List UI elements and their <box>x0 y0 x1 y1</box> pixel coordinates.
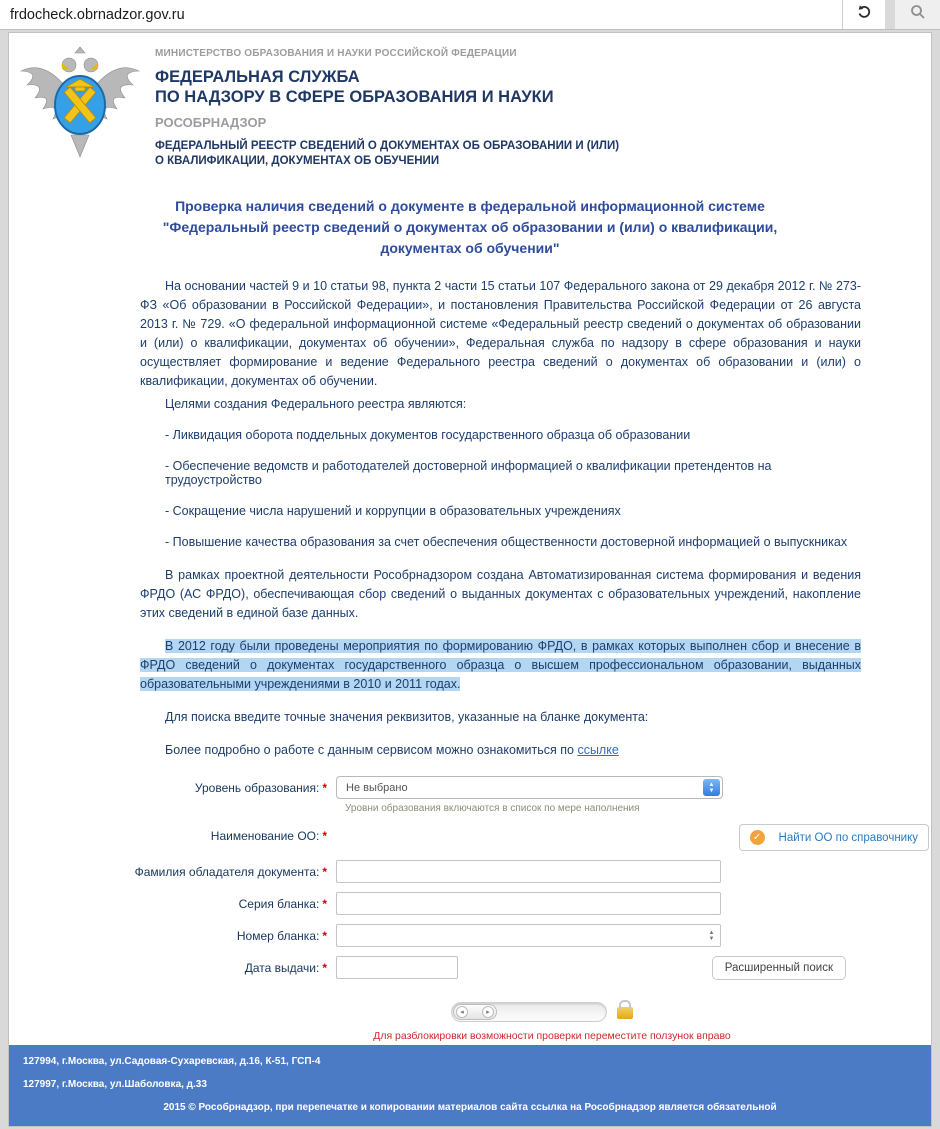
header-text-block <box>155 45 619 169</box>
intro-text-block <box>9 259 931 757</box>
required-marker: * <box>322 865 327 879</box>
footer-address-2: 127997, г.Москва, ул.Шаболовка, д.33 <box>23 1079 207 1090</box>
required-marker: * <box>322 897 327 911</box>
registry-name-line2: О КВАЛИФИКАЦИИ, ДОКУМЕНТАХ ОБ ОБУЧЕНИИ <box>155 155 440 167</box>
slider-track <box>451 1002 607 1022</box>
number-stepper-icon[interactable]: ▲ ▼ <box>708 929 715 942</box>
ministry-caption: МИНИСТЕРСТВО ОБРАЗОВАНИЯ И НАУКИ РОССИЙСКОЙ ФЕДЕРАЦИИ <box>155 48 517 59</box>
education-level-selected-value: Не выбрано <box>346 782 408 794</box>
goal-item: - Ликвидация оборота поддельных документов государственного образца об образовании <box>165 428 691 442</box>
address-bar-url: frdocheck.obrnadzor.gov.ru <box>10 6 185 23</box>
required-marker: * <box>322 829 327 843</box>
unlock-slider <box>451 1002 931 1022</box>
service-name-line1: ФЕДЕРАЛЬНАЯ СЛУЖБА <box>155 68 360 86</box>
more-info-link[interactable]: ссылке <box>577 743 619 757</box>
search-instruction: Для поиска введите точные значения реквизитов, указанные на бланке документа: <box>165 710 649 724</box>
education-level-select[interactable] <box>336 776 723 799</box>
agency-short-name: РОСОБРНАДЗОР <box>155 115 267 130</box>
more-info-line: Более подробно о работе с данным сервисом можно ознакомиться по ссылке <box>165 743 619 757</box>
number-label: Номер бланка: * <box>236 929 327 943</box>
find-oo-button[interactable]: ✓ Найти ОО по справочнику <box>739 824 929 851</box>
series-input[interactable] <box>336 892 721 915</box>
address-bar[interactable] <box>0 0 843 29</box>
toolbar-divider <box>885 0 895 29</box>
slider-left-arrow-icon: ◂ <box>456 1006 468 1018</box>
issue-date-input[interactable] <box>336 956 458 979</box>
browser-toolbar <box>0 0 940 30</box>
number-input[interactable] <box>336 924 721 947</box>
reload-icon <box>856 4 872 25</box>
legal-basis-paragraph: На основании частей 9 и 10 статьи 98, пункта 2 части 15 статьи 107 Федерального закона от 29 декабря 2012 г. № 273-ФЗ «Об образовании в Российской Федерации», и постановления Правительства Российской Федерации от 26 августа 2013 г. № 729. «О федеральной информационной системе «Федеральный реестр сведений о документах об образовании и (или) о квалификации, документах об обучении», Федеральная служба по надзору в сфере образования и науки осуществляет формирование и ведение Федерального реестра сведений о документах об образовании и (или) о квалификации, документах об обучении. <box>140 279 861 388</box>
series-label: Серия бланка: * <box>238 897 327 911</box>
surname-label: Фамилия обладателя документа: * <box>134 865 327 879</box>
surname-row <box>9 860 931 883</box>
reload-button[interactable] <box>843 0 885 29</box>
search-button[interactable] <box>895 0 940 29</box>
advanced-search-button[interactable]: Расширенный поиск <box>712 956 846 980</box>
oo-name-label: Наименование ОО: * <box>210 829 327 843</box>
registry-name <box>155 139 619 169</box>
goals-intro: Целями создания Федерального реестра являются: <box>165 397 467 411</box>
footer-address-1: 127994, г.Москва, ул.Садовая-Сухаревская, д.16, К-51, ГСП-4 <box>23 1056 321 1067</box>
service-name <box>155 67 619 107</box>
lock-icon <box>617 1007 633 1019</box>
rosobrnadzor-eagle-emblem <box>15 45 145 161</box>
footer-copyright: 2015 © Рособрнадзор, при перепечатке и копировании материалов сайта ссылка на Рособрнадзор является обязательной <box>163 1102 777 1113</box>
site-footer <box>9 1045 931 1126</box>
check-circle-icon: ✓ <box>750 830 765 845</box>
page-title: Проверка наличия сведений о документе в федеральной информационной системе "Федеральный реестр сведений о документах об образовании и (или) о квалификации, документах об обучении" <box>162 198 778 256</box>
issue-date-row <box>9 956 931 980</box>
required-marker: * <box>322 781 327 795</box>
service-name-line2: ПО НАДЗОРУ В СФЕРЕ ОБРАЗОВАНИЯ И НАУКИ <box>155 88 554 106</box>
slider-handle[interactable] <box>453 1004 497 1020</box>
education-level-hint: Уровни образования включаются в список по мере наполнения <box>345 803 640 814</box>
number-row <box>9 924 931 947</box>
required-marker: * <box>322 929 327 943</box>
issue-date-label: Дата выдачи: * <box>244 961 327 975</box>
required-marker: * <box>322 961 327 975</box>
series-row <box>9 892 931 915</box>
search-icon <box>910 4 926 25</box>
surname-input[interactable] <box>336 860 721 883</box>
slider-right-arrow-icon: ▸ <box>482 1006 494 1018</box>
oo-name-row <box>9 824 931 851</box>
as-frdo-paragraph: В рамках проектной деятельности Рособрнадзором создана Автоматизированная система формирования и ведения ФРДО (АС ФРДО), обеспечивающая сбор сведений о выданных документах с образовательных учреждений, накопление этих сведений в единой базе данных. <box>140 568 861 620</box>
site-header <box>9 33 931 169</box>
goal-item: - Обеспечение ведомств и работодателей достоверной информацией о квалификации претендентов на трудоустройство <box>165 459 772 487</box>
select-stepper-icon: ▲ ▼ <box>703 779 720 796</box>
education-level-label: Уровень образования: * <box>194 781 327 795</box>
page-content <box>8 32 932 1127</box>
goal-item: - Сокращение числа нарушений и коррупции в образовательных учреждениях <box>165 504 621 518</box>
registry-name-line1: ФЕДЕРАЛЬНЫЙ РЕЕСТР СВЕДЕНИЙ О ДОКУМЕНТАХ ОБ ОБРАЗОВАНИИ И (ИЛИ) <box>155 140 620 152</box>
highlighted-paragraph: В 2012 году были проведены мероприятия по формированию ФРДО, в рамках которых выполнен сбор и внесение в ФРДО сведений о документах государственного образца о высшем профессиональном образовании, выданных образовательными учреждениями в 2010 и 2011 годах. <box>140 639 861 691</box>
slider-hint-text: Для разблокировки возможности проверки переместите ползунок вправо <box>373 1030 731 1042</box>
education-level-row <box>9 776 931 824</box>
goal-item: - Повышение качества образования за счет обеспечения общественности достоверной информацией о выпускниках <box>165 535 848 549</box>
